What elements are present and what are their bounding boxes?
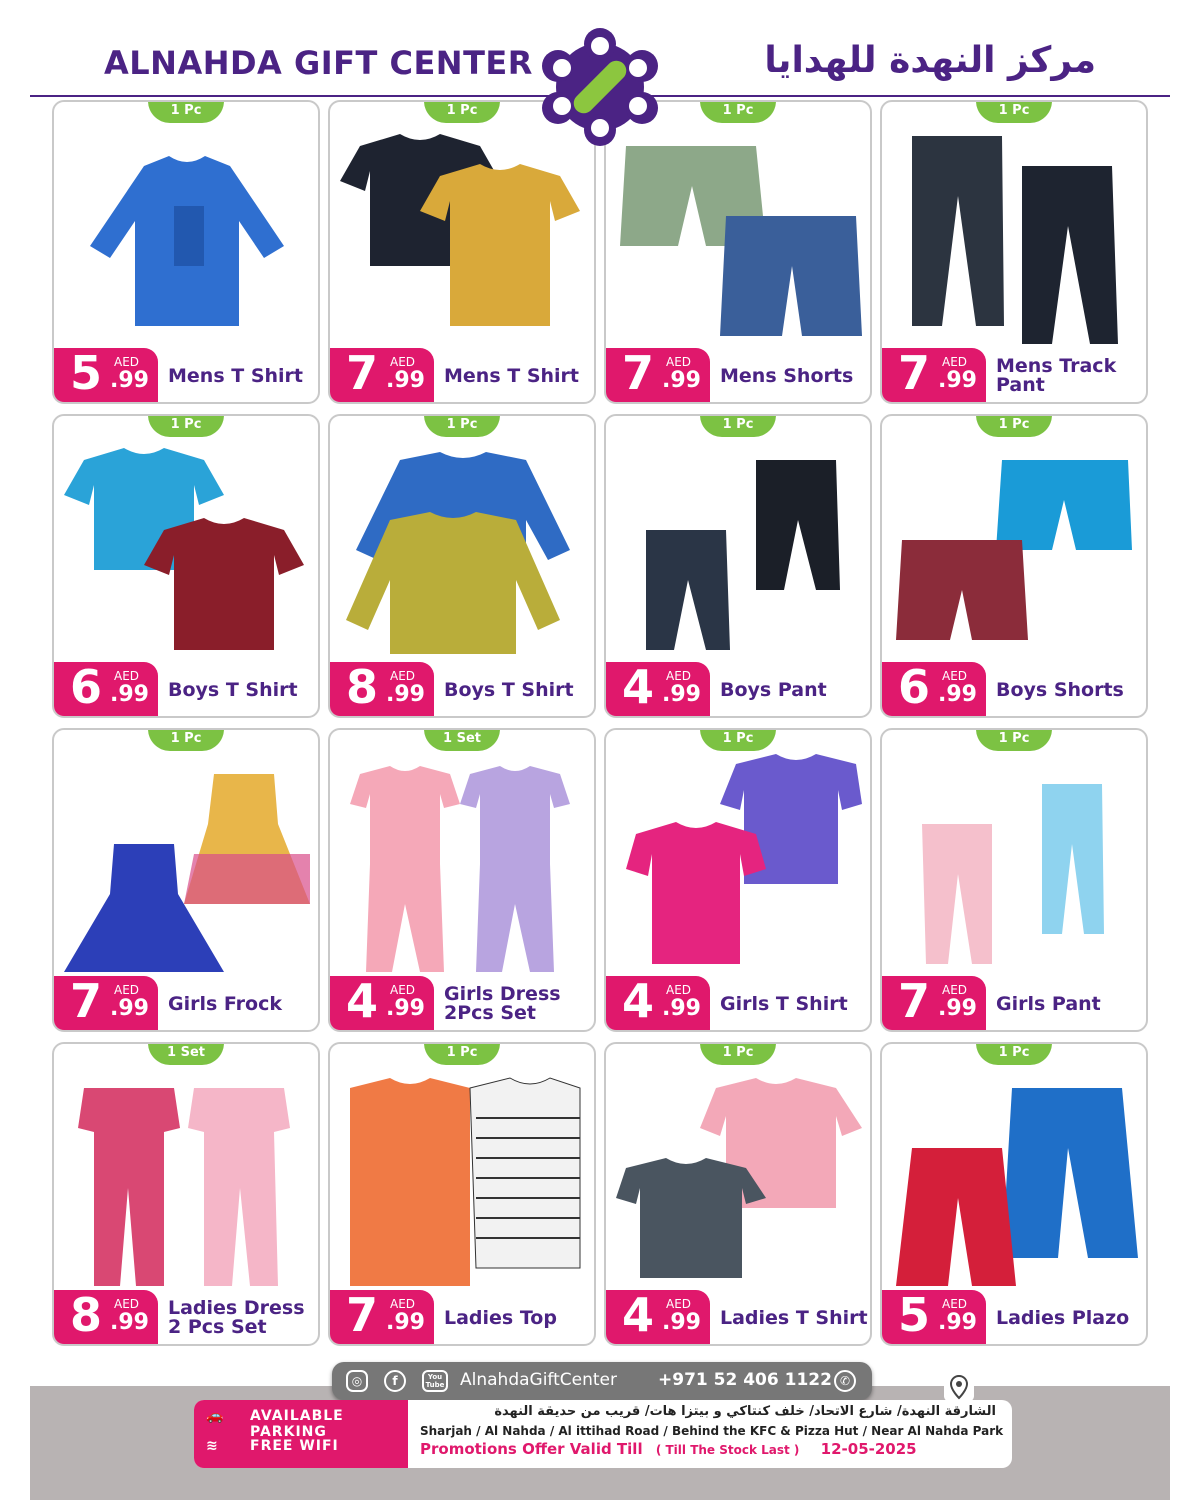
car-icon: 🚗 [206, 1408, 225, 1424]
quantity-badge: 1 Pc [976, 101, 1052, 123]
currency-label: AED [390, 355, 416, 369]
price-cents: .99 [662, 682, 701, 707]
price-whole: 4 [622, 660, 655, 714]
quantity-badge: 1 Pc [424, 101, 500, 123]
quantity-badge: 1 Set [424, 729, 500, 751]
price-whole: 6 [898, 660, 931, 714]
product-card[interactable] [328, 1042, 596, 1346]
product-name: Boys Pant [720, 678, 827, 701]
phone-number[interactable]: +971 52 406 1122 [658, 1370, 832, 1390]
address-arabic: الشارقة النهدة/ شارع الاتحاد/ خلف كنتاكي و بيتزا هات/ قريب من حديقة النهدة [494, 1404, 996, 1419]
quantity-badge: 1 Pc [148, 101, 224, 123]
amenities-box [194, 1400, 408, 1468]
product-name: Mens Track Pant [996, 355, 1117, 396]
quantity-badge: 1 Pc [424, 415, 500, 437]
product-card[interactable] [880, 100, 1148, 404]
location-pin-icon [944, 1372, 974, 1402]
price-cents: .99 [386, 1310, 425, 1335]
currency-label: AED [114, 669, 140, 683]
product-card[interactable] [52, 100, 320, 404]
product-name: Ladies Plazo [996, 1306, 1130, 1329]
price-whole: 5 [898, 1288, 931, 1342]
price-tag [882, 1290, 986, 1344]
product-name: Girls Pant [996, 992, 1101, 1015]
product-card[interactable] [52, 1042, 320, 1346]
pants-icon [892, 126, 1138, 344]
tshirt-icon [616, 754, 862, 972]
price-whole: 5 [70, 346, 103, 400]
quantity-badge: 1 Set [148, 1043, 224, 1065]
currency-label: AED [390, 1297, 416, 1311]
price-whole: 7 [622, 346, 655, 400]
quantity-badge: 1 Pc [976, 729, 1052, 751]
currency-label: AED [114, 983, 140, 997]
currency-label: AED [390, 983, 416, 997]
currency-label: AED [666, 983, 692, 997]
product-name: Girls T Shirt [720, 992, 848, 1015]
product-name: Mens Shorts [720, 364, 854, 387]
pajama-set-icon [340, 754, 586, 972]
price-tag [882, 662, 986, 716]
parking-label: AVAILABLE PARKING [250, 1408, 344, 1440]
product-card[interactable] [328, 414, 596, 718]
quantity-badge: 1 Pc [424, 1043, 500, 1065]
price-cents: .99 [662, 1310, 701, 1335]
price-tag [606, 1290, 710, 1344]
quantity-badge: 1 Pc [976, 1043, 1052, 1065]
price-whole: 4 [622, 974, 655, 1028]
price-cents: .99 [110, 996, 149, 1021]
promo-validity [420, 1440, 917, 1458]
quantity-badge: 1 Pc [148, 729, 224, 751]
price-tag [606, 348, 710, 402]
price-whole: 4 [622, 1288, 655, 1342]
price-cents: .99 [938, 1310, 977, 1335]
currency-label: AED [666, 355, 692, 369]
sweatshirt-icon [340, 440, 586, 658]
price-cents: .99 [938, 996, 977, 1021]
social-handle[interactable]: AlnahdaGiftCenter [460, 1370, 617, 1390]
leggings-icon [892, 754, 1138, 972]
price-cents: .99 [662, 368, 701, 393]
social-bar [332, 1362, 872, 1400]
price-cents: .99 [110, 1310, 149, 1335]
price-tag [606, 662, 710, 716]
price-whole: 6 [70, 660, 103, 714]
price-whole: 8 [70, 1288, 103, 1342]
dress-icon [64, 754, 310, 972]
product-card[interactable] [52, 414, 320, 718]
product-name: Girls Frock [168, 992, 282, 1015]
price-cents: .99 [386, 368, 425, 393]
brand-logo-icon [536, 28, 664, 146]
address-english: Sharjah / Al Nahda / Al ittihad Road / Behind the KFC & Pizza Hut / Near Al Nahda Park [420, 1424, 1004, 1438]
jumpsuit-icon [64, 1068, 310, 1286]
price-whole: 8 [346, 660, 379, 714]
price-tag [330, 1290, 434, 1344]
product-name: Mens T Shirt [444, 364, 579, 387]
brand-name-english: ALNAHDA GIFT CENTER [104, 44, 533, 82]
price-tag [606, 976, 710, 1030]
price-tag [330, 976, 434, 1030]
currency-label: AED [942, 983, 968, 997]
price-whole: 7 [898, 346, 931, 400]
product-card[interactable] [52, 728, 320, 1032]
price-tag [54, 348, 158, 402]
facebook-icon[interactable]: f [384, 1370, 406, 1392]
product-name: Mens T Shirt [168, 364, 303, 387]
price-tag [54, 662, 158, 716]
brand-name-arabic: مركز النهدة للهدايا [764, 40, 1096, 81]
long-sleeve-shirt-icon [64, 126, 310, 344]
price-tag [882, 976, 986, 1030]
price-tag [54, 976, 158, 1030]
product-name: Girls Dress 2Pcs Set [444, 983, 561, 1024]
price-cents: .99 [662, 996, 701, 1021]
instagram-icon[interactable]: ◎ [346, 1370, 368, 1392]
currency-label: AED [390, 669, 416, 683]
product-card[interactable] [880, 1042, 1148, 1346]
price-tag [330, 662, 434, 716]
long-dress-icon [340, 1068, 586, 1286]
currency-label: AED [666, 669, 692, 683]
currency-label: AED [114, 355, 140, 369]
currency-label: AED [942, 355, 968, 369]
shorts-icon [616, 126, 862, 344]
quantity-badge: 1 Pc [148, 415, 224, 437]
product-name: Ladies Dress 2 Pcs Set [168, 1297, 305, 1338]
product-card[interactable] [880, 414, 1148, 718]
price-cents: .99 [938, 682, 977, 707]
plazo-icon [892, 1068, 1138, 1286]
pants-icon [616, 440, 862, 658]
tshirt-icon [616, 1068, 862, 1286]
promo-label: Promotions Offer Valid Till [420, 1440, 643, 1458]
product-name: Ladies T Shirt [720, 1306, 868, 1329]
price-tag [330, 348, 434, 402]
currency-label: AED [942, 669, 968, 683]
product-card[interactable] [604, 728, 872, 1032]
product-name: Boys T Shirt [168, 678, 298, 701]
price-tag [54, 1290, 158, 1344]
product-card[interactable] [328, 728, 596, 1032]
promo-note: ( Till The Stock Last ) [655, 1443, 800, 1457]
product-name: Ladies Top [444, 1306, 557, 1329]
youtube-icon[interactable]: You Tube [422, 1370, 448, 1392]
price-tag [882, 348, 986, 402]
quantity-badge: 1 Pc [700, 101, 776, 123]
tshirt-icon [340, 126, 586, 344]
price-whole: 4 [346, 974, 379, 1028]
price-whole: 7 [898, 974, 931, 1028]
promo-date: 12-05-2025 [820, 1440, 917, 1458]
product-card[interactable] [604, 1042, 872, 1346]
whatsapp-icon[interactable]: ✆ [834, 1370, 856, 1392]
quantity-badge: 1 Pc [700, 729, 776, 751]
currency-label: AED [114, 1297, 140, 1311]
quantity-badge: 1 Pc [976, 415, 1052, 437]
product-name: Boys T Shirt [444, 678, 574, 701]
price-cents: .99 [938, 368, 977, 393]
price-cents: .99 [110, 682, 149, 707]
quantity-badge: 1 Pc [700, 1043, 776, 1065]
shorts-icon [892, 440, 1138, 658]
product-card[interactable] [880, 728, 1148, 1032]
wifi-label: FREE WIFI [250, 1438, 339, 1454]
wifi-icon: ≋ [206, 1438, 219, 1454]
product-name: Boys Shorts [996, 678, 1124, 701]
price-cents: .99 [110, 368, 149, 393]
price-cents: .99 [386, 996, 425, 1021]
price-whole: 7 [70, 974, 103, 1028]
price-whole: 7 [346, 346, 379, 400]
product-card[interactable] [604, 414, 872, 718]
price-cents: .99 [386, 682, 425, 707]
currency-label: AED [666, 1297, 692, 1311]
price-whole: 7 [346, 1288, 379, 1342]
quantity-badge: 1 Pc [700, 415, 776, 437]
currency-label: AED [942, 1297, 968, 1311]
tshirt-icon [64, 440, 310, 658]
